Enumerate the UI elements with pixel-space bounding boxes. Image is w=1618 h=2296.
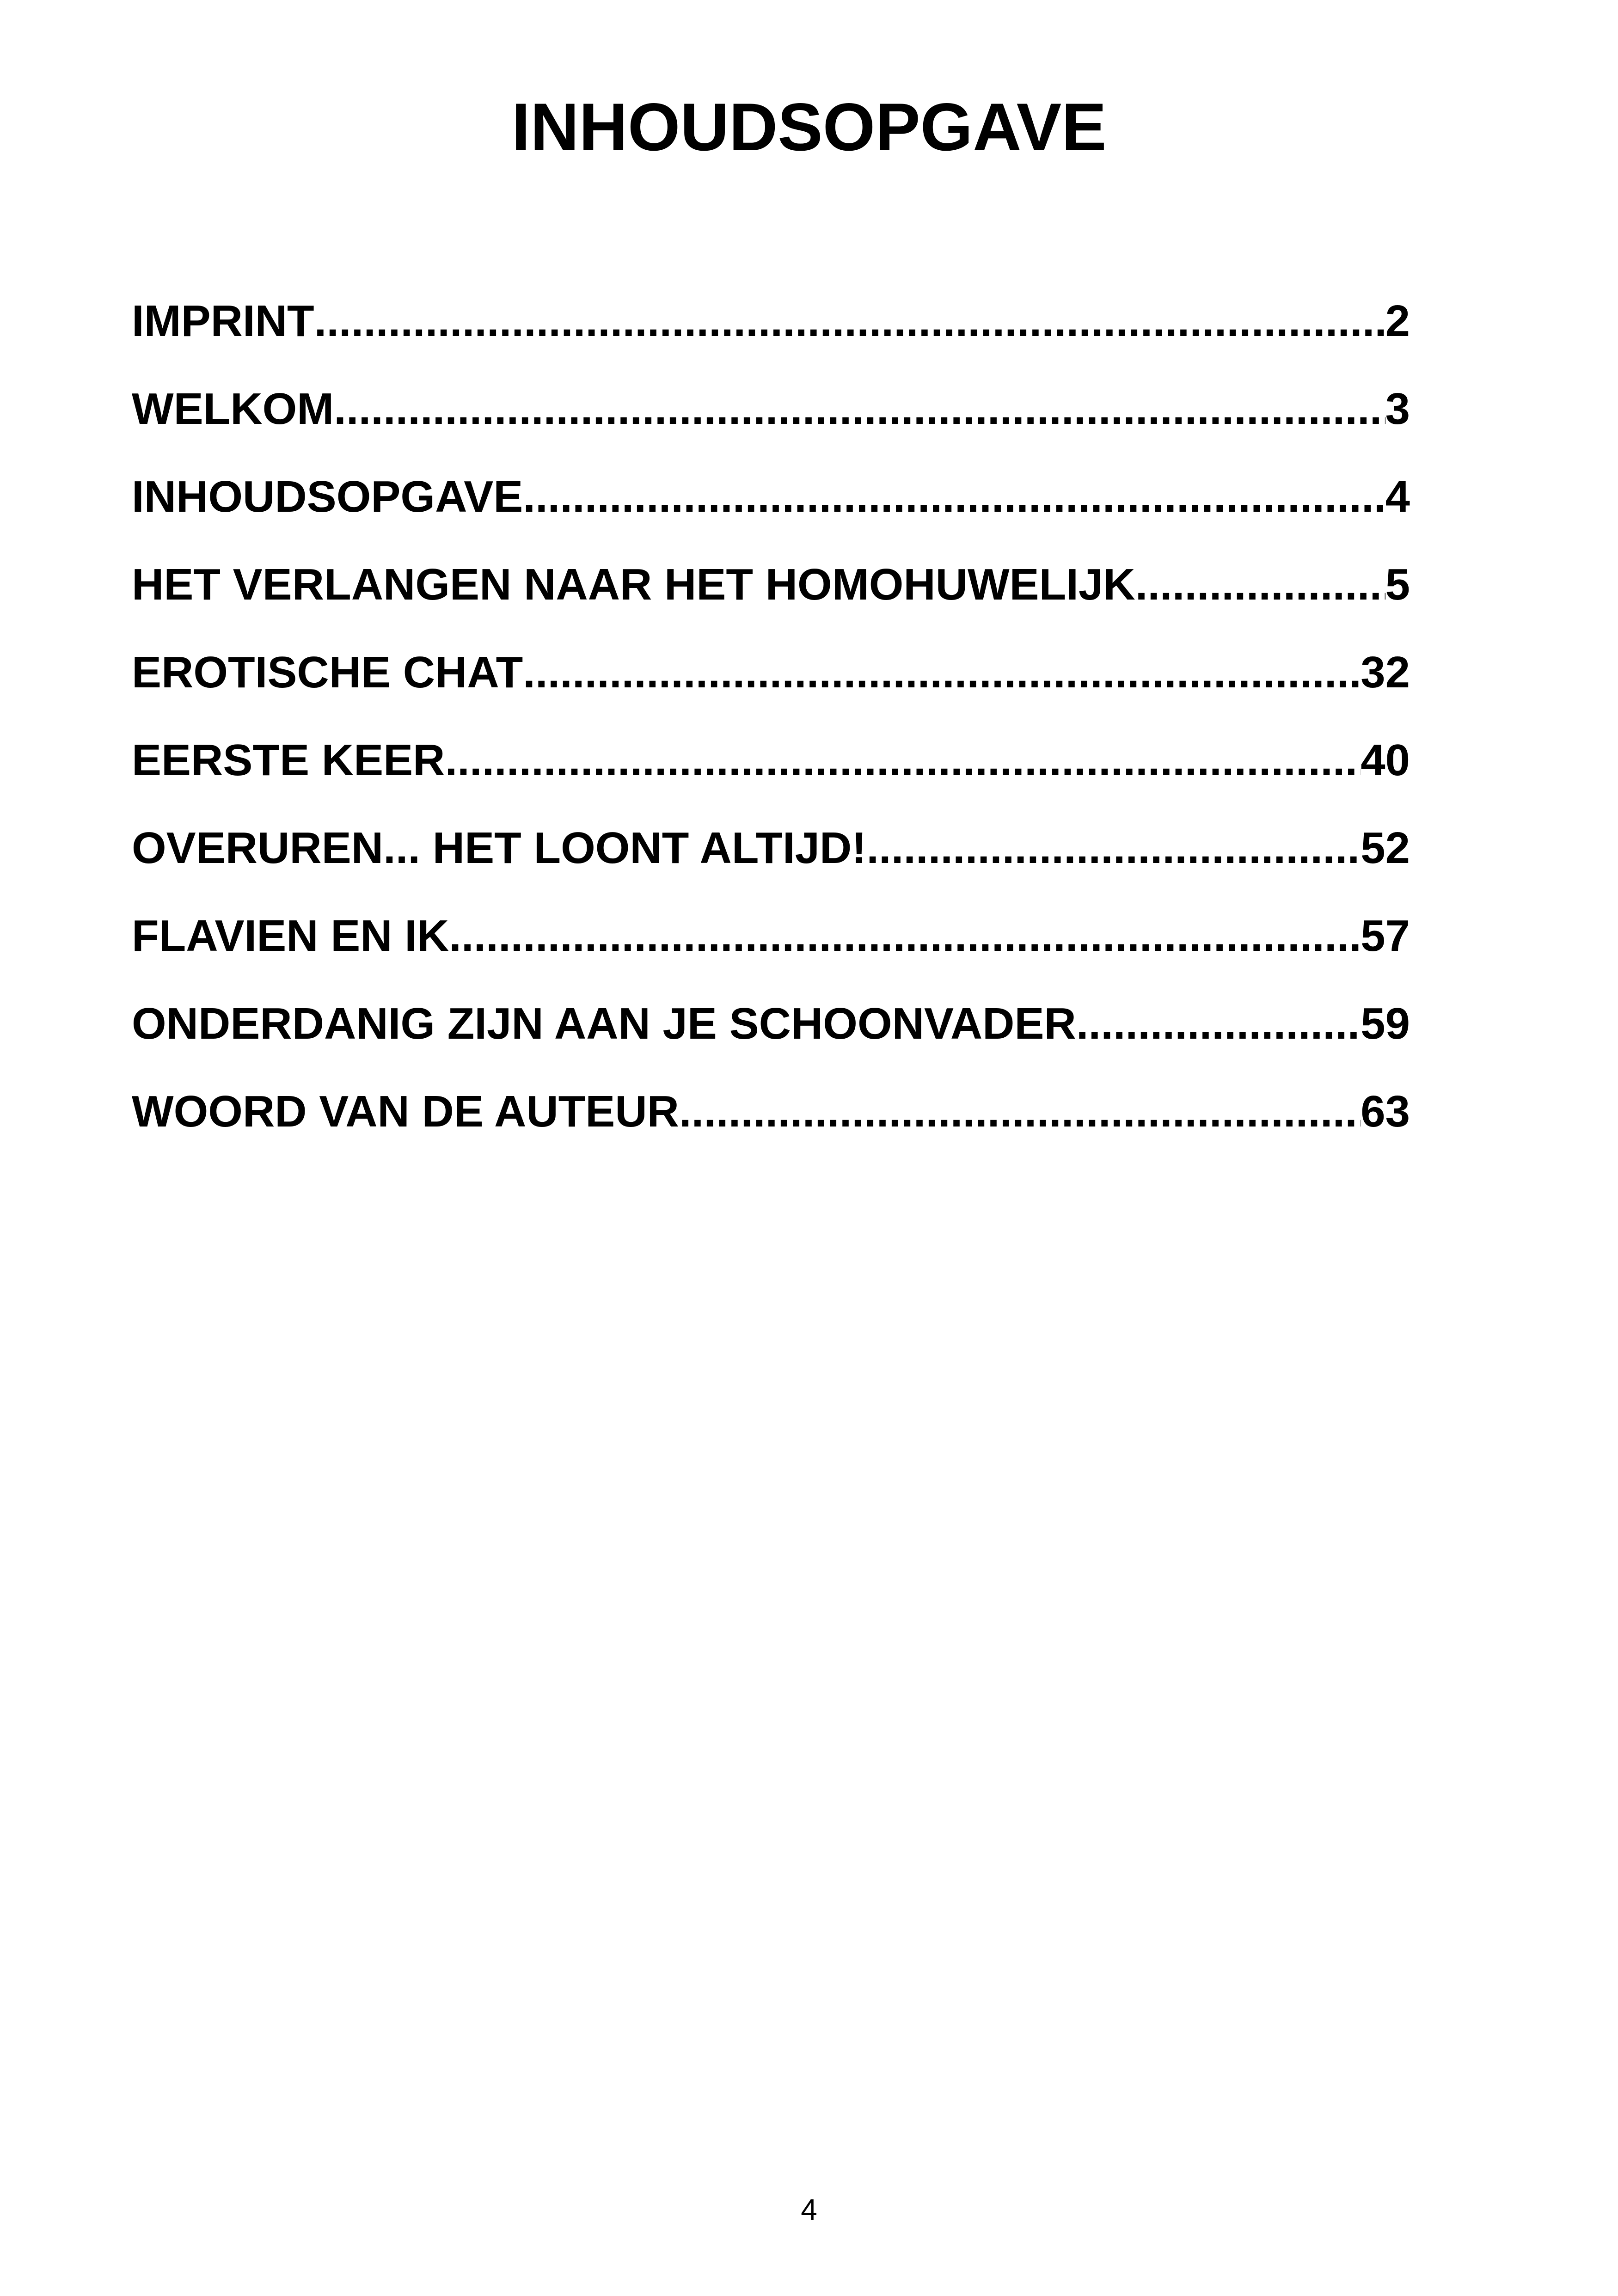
toc-entry-title: HET VERLANGEN NAAR HET HOMOHUWELIJK — [132, 560, 1135, 609]
toc-entry-page: 2 — [1385, 296, 1410, 346]
toc-dot-leader — [449, 901, 1361, 971]
toc-dot-leader — [1076, 989, 1361, 1059]
toc-entry-title: ONDERDANIG ZIJN AAN JE SCHOONVADER — [132, 999, 1076, 1048]
toc-entry-het-verlangen[interactable] — [132, 550, 1410, 638]
toc-entry-overuren[interactable] — [132, 814, 1410, 901]
page-number: 4 — [801, 2193, 817, 2226]
toc-dot-leader — [523, 462, 1385, 532]
toc-dot-leader — [314, 287, 1385, 356]
toc-entry-page: 59 — [1361, 999, 1410, 1048]
toc-entry-flavien-en-ik[interactable] — [132, 901, 1410, 989]
toc-dot-leader — [334, 374, 1385, 444]
toc-entry-title: INHOUDSOPGAVE — [132, 472, 523, 521]
toc-dot-leader — [523, 638, 1361, 707]
toc-dot-leader — [445, 726, 1361, 795]
toc-entry-imprint[interactable] — [132, 287, 1410, 374]
toc-entry-eerste-keer[interactable] — [132, 726, 1410, 814]
toc-entry-onderdanig[interactable] — [132, 989, 1410, 1077]
toc-dot-leader — [866, 814, 1361, 883]
toc-entry-title: WELKOM — [132, 384, 334, 434]
toc-entry-page: 3 — [1385, 384, 1410, 434]
table-of-contents — [132, 287, 1410, 1165]
toc-entry-page: 40 — [1361, 735, 1410, 785]
toc-entry-page: 4 — [1385, 472, 1410, 521]
page-title: INHOUDSOPGAVE — [511, 89, 1107, 165]
toc-entry-erotische-chat[interactable] — [132, 638, 1410, 726]
toc-entry-inhoudsopgave[interactable] — [132, 462, 1410, 550]
toc-entry-title: WOORD VAN DE AUTEUR — [132, 1087, 679, 1136]
toc-entry-page: 5 — [1385, 560, 1410, 609]
toc-entry-title: EERSTE KEER — [132, 735, 445, 785]
toc-entry-page: 52 — [1361, 823, 1410, 873]
toc-entry-title: IMPRINT — [132, 296, 314, 346]
toc-dot-leader — [679, 1077, 1361, 1146]
toc-entry-woord-van-de-auteur[interactable] — [132, 1077, 1410, 1165]
toc-entry-page: 63 — [1361, 1087, 1410, 1136]
toc-entry-page: 57 — [1361, 911, 1410, 961]
toc-entry-welkom[interactable] — [132, 374, 1410, 462]
toc-entry-page: 32 — [1361, 648, 1410, 697]
toc-entry-title: EROTISCHE CHAT — [132, 648, 523, 697]
toc-entry-title: OVERUREN... HET LOONT ALTIJD! — [132, 823, 867, 873]
toc-dot-leader — [1135, 550, 1385, 619]
toc-entry-title: FLAVIEN EN IK — [132, 911, 449, 961]
